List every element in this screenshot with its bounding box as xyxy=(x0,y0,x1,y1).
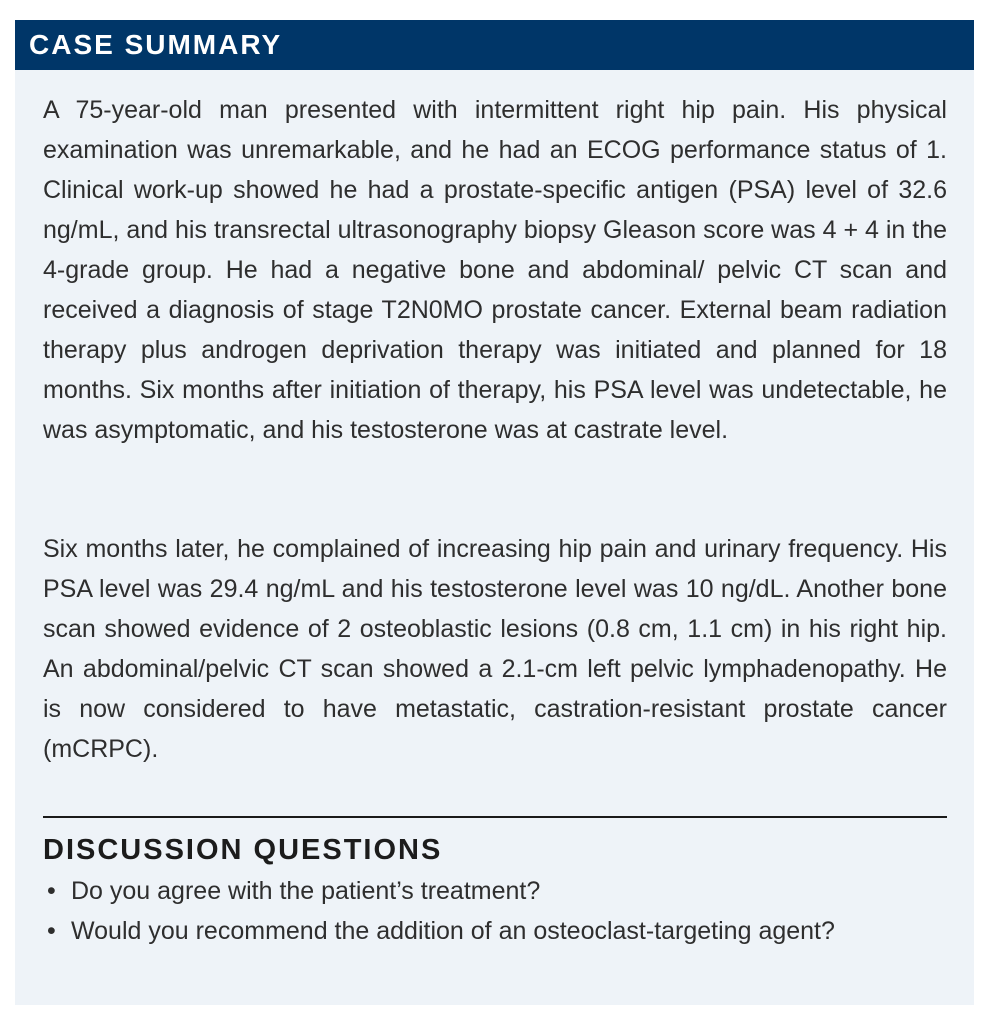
case-paragraph-1: A 75-year-old man presented with intermittent right hip pain. His physical examination was unremarkable, and he had an ECOG performance status of 1. Clinical work-up showed he had a prostate-specific antigen (PSA) level of 32.6 ng/mL, and his transrectal ultrasonography biopsy Gleason score was 4 + 4 in the 4-grade group. He had a negative bone and abdominal/ pelvic CT scan and received a diagnosis of stage T2N0MO prostate cancer. External beam radiation therapy plus androgen deprivation therapy was initiated and planned for 18 months. Six months after initiation of therapy, his PSA level was undetectable, he was asymptomatic, and his testosterone was at castrate level. xyxy=(43,96,947,444)
bullet-icon: • xyxy=(47,917,56,945)
question-item xyxy=(43,911,947,951)
bullet-icon: • xyxy=(47,877,56,905)
discussion-questions-title: DISCUSSION QUESTIONS xyxy=(43,834,443,866)
case-summary-header xyxy=(15,20,974,70)
section-divider xyxy=(43,816,947,818)
question-text: Would you recommend the addition of an osteoclast-targeting agent? xyxy=(71,917,835,945)
case-summary-panel xyxy=(15,20,974,1005)
question-text: Do you agree with the patient’s treatment? xyxy=(71,877,541,905)
case-paragraph-2: Six months later, he complained of increasing hip pain and urinary frequency. His PSA level was 29.4 ng/mL and his testosterone level was 10 ng/dL. Another bone scan showed evidence of 2 osteoblastic lesions (0.8 cm, 1.1 cm) in his right hip. An abdominal/pelvic CT scan showed a 2.1-cm left pelvic lymphadenopathy. He is now considered to have metastatic, castration-resistant prostate cancer (mCRPC). xyxy=(43,535,947,763)
question-item xyxy=(43,871,947,911)
discussion-questions-list xyxy=(43,871,947,951)
case-summary-title: CASE SUMMARY xyxy=(29,29,283,60)
